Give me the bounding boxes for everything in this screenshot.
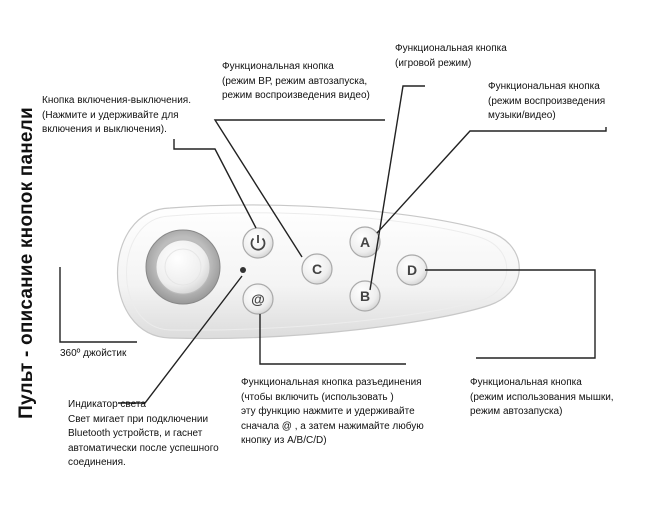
power-button[interactable] [243,228,273,258]
label-game: Функциональная кнопка (игровой режим) [395,43,507,69]
at-button-label: @ [251,291,265,307]
d-button-label: D [406,262,418,278]
c-button[interactable] [302,254,332,284]
label-mouse: Функциональная кнопка (режим использования мышки, режим автозапуска) [470,377,614,417]
label-indicator: Индикатор света Свет мигает при подключении Bluetooth устройств, и гаснет автоматически после успешного соединения. [68,399,219,468]
c-button-label: C [311,261,323,277]
b-button[interactable] [350,281,380,311]
at-button[interactable] [243,284,273,314]
page-title: Пульт - описание кнопок панели [16,106,37,419]
label-music: Функциональная кнопка (режим воспроизведения музыки/видео) [488,81,606,121]
d-button[interactable] [397,255,427,285]
label-disconnect: Функциональная кнопка разъединения (чтобы включить (использовать ) эту функцию нажмите и удерживайте сначала @ , а затем нажимайте любую кнопку из A/B/C/D) [241,377,424,446]
label-joystick: 360º джойстик [60,348,127,359]
a-button-label: A [359,234,371,250]
joystick[interactable] [146,230,220,304]
label-vr: Функциональная кнопка (режим ВР, режим автозапуска, режим воспроизведения видео) [222,61,370,101]
indicator-light [240,267,246,273]
b-button-label: B [359,288,371,304]
label-power: Кнопка включения-выключения. (Нажмите и удерживайте для включения и выключения). [42,95,191,135]
